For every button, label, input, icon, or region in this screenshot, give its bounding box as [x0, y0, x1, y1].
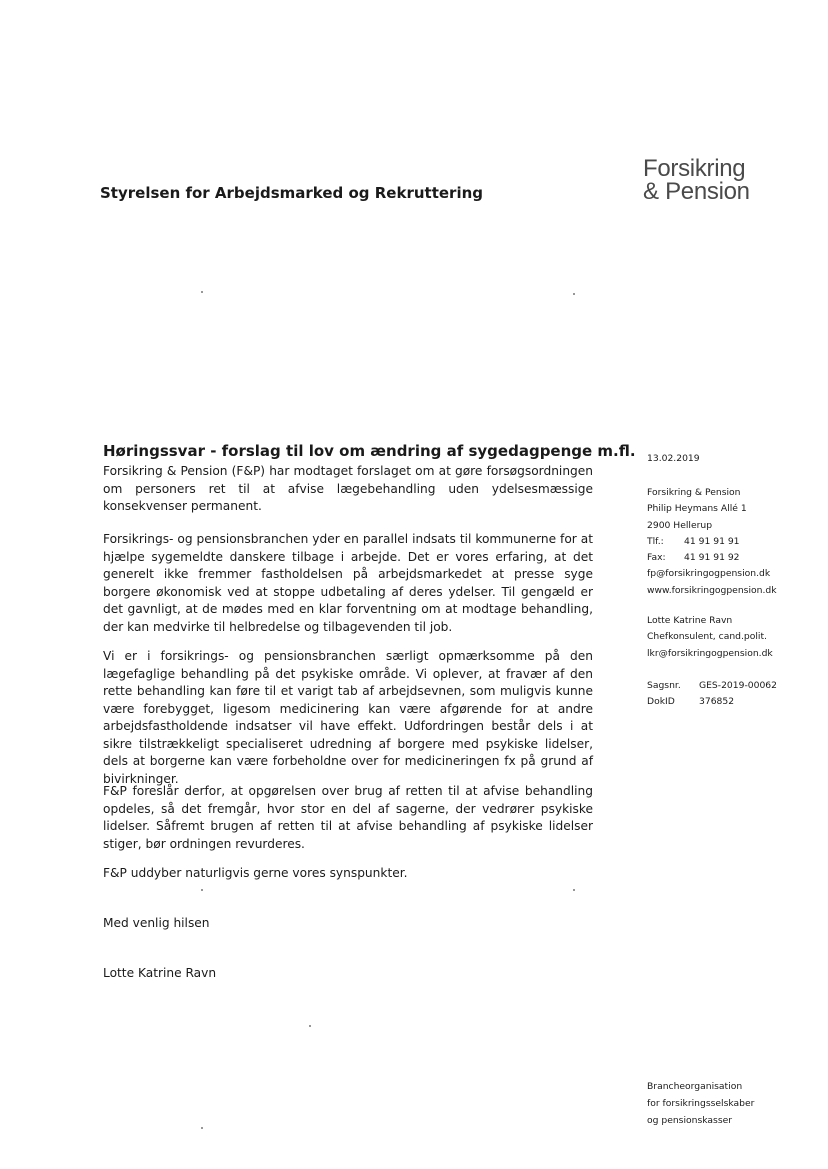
case-number-row [647, 678, 777, 694]
body-paragraph-4: F&P foreslår derfor, at opgørelsen over brug af retten til at afvise behandling opdeles, så det fremgår, hvor stor en del af sagerne, der vedrører psykiske lidelser. Såfremt brugen af retten til at afvise behandling af psykiske lidelser stiger, bør ordningen revurderes. [103, 784, 593, 851]
phone-number: 41 91 91 91 [684, 535, 740, 547]
scan-speck [201, 889, 203, 891]
document-id-row [647, 694, 777, 710]
body-paragraph-2: Forsikrings- og pensionsbranchen yder en parallel indsats til kommunerne for at hjælpe sygemeldte danskere tilbage i arbejde. Det er vores erfaring, at det generelt ikke fremmer fastholdelsen på arbejdsmarkedet at presse syge borgere økonomisk ved at stoppe udbetaling af deres ydelser. Til gengæld er det gavnligt, at de mødes med en klar forventning om at modtage behandling, der kan medvirke til helbredelse og tilbagevenden til job. [103, 532, 593, 634]
document-id-label: DokID [647, 696, 675, 708]
footer-description [647, 1078, 754, 1129]
fax-row [647, 550, 777, 566]
sender-address [647, 485, 777, 599]
letter-title: Høringssvar - forslag til lov om ændring af sygedagpenge m.fl. [103, 442, 636, 460]
scan-speck [309, 1025, 311, 1027]
contact-title: Chefkonsulent, cand.polit. [647, 631, 767, 643]
case-number-label: Sagsnr. [647, 680, 681, 691]
document-id: 376852 [699, 696, 735, 708]
footer-line-2: for forsikringsselskaber [647, 1098, 755, 1109]
sender-city: 2900 Hellerup [647, 519, 713, 531]
phone-row [647, 534, 777, 550]
contact-person [647, 613, 773, 662]
sender-email: fp@forsikringogpension.dk [647, 568, 771, 580]
sender-org: Forsikring & Pension [647, 487, 741, 498]
closing: Med venlig hilsen [103, 916, 210, 930]
fax-number: 41 91 91 92 [684, 552, 740, 564]
letter-date: 13.02.2019 [647, 453, 700, 464]
scan-speck [201, 1127, 203, 1129]
phone-label: Tlf.: [647, 535, 664, 547]
footer-line-3: og pensionskasser [647, 1115, 733, 1126]
fax-label: Fax: [647, 552, 666, 564]
scan-speck [573, 889, 575, 891]
company-logo [643, 157, 750, 203]
logo-line-1: Forsikring [643, 155, 746, 182]
body-paragraph-5: F&P uddyber naturligvis gerne vores synspunkter. [103, 866, 408, 880]
case-references [647, 678, 777, 711]
sender-website: www.forsikringogpension.dk [647, 584, 777, 596]
contact-name: Lotte Katrine Ravn [647, 615, 733, 626]
logo-line-2: & Pension [643, 178, 750, 205]
footer-line-1: Brancheorganisation [647, 1081, 743, 1092]
body-paragraph-1: Forsikring & Pension (F&P) har modtaget forslaget om at gøre forsøgsordningen om personers ret til at afvise lægebehandling uden ydelsesmæssige konsekvenser permanent. [103, 464, 593, 513]
scan-speck [573, 293, 575, 295]
signature-name: Lotte Katrine Ravn [103, 966, 217, 980]
contact-email: lkr@forsikringogpension.dk [647, 647, 773, 659]
body-paragraph-3: Vi er i forsikrings- og pensionsbranchen særligt opmærksomme på den lægefaglige behandling på det psykiske område. Vi oplever, at fravær af den rette behandling kan føre til et varigt tab af arbejdsevnen, som muligvis kunne være forebygget, ligesom medicinering kan være afgørende for at andre arbejdsfastholdende indsatser vil have effekt. Udfordringen består dels i at sikre tilstrækkeligt specialiseret udredning af borgere med psykiske lidelser, dels at borgerne kan være forbeholdne over for medicineringen fx på grund af bivirkninger. [103, 649, 593, 786]
recipient: Styrelsen for Arbejdsmarked og Rekruttering [100, 184, 484, 202]
sender-street: Philip Heymans Allé 1 [647, 503, 747, 515]
case-number: GES-2019-00062 [699, 680, 777, 691]
scan-speck [201, 291, 203, 293]
